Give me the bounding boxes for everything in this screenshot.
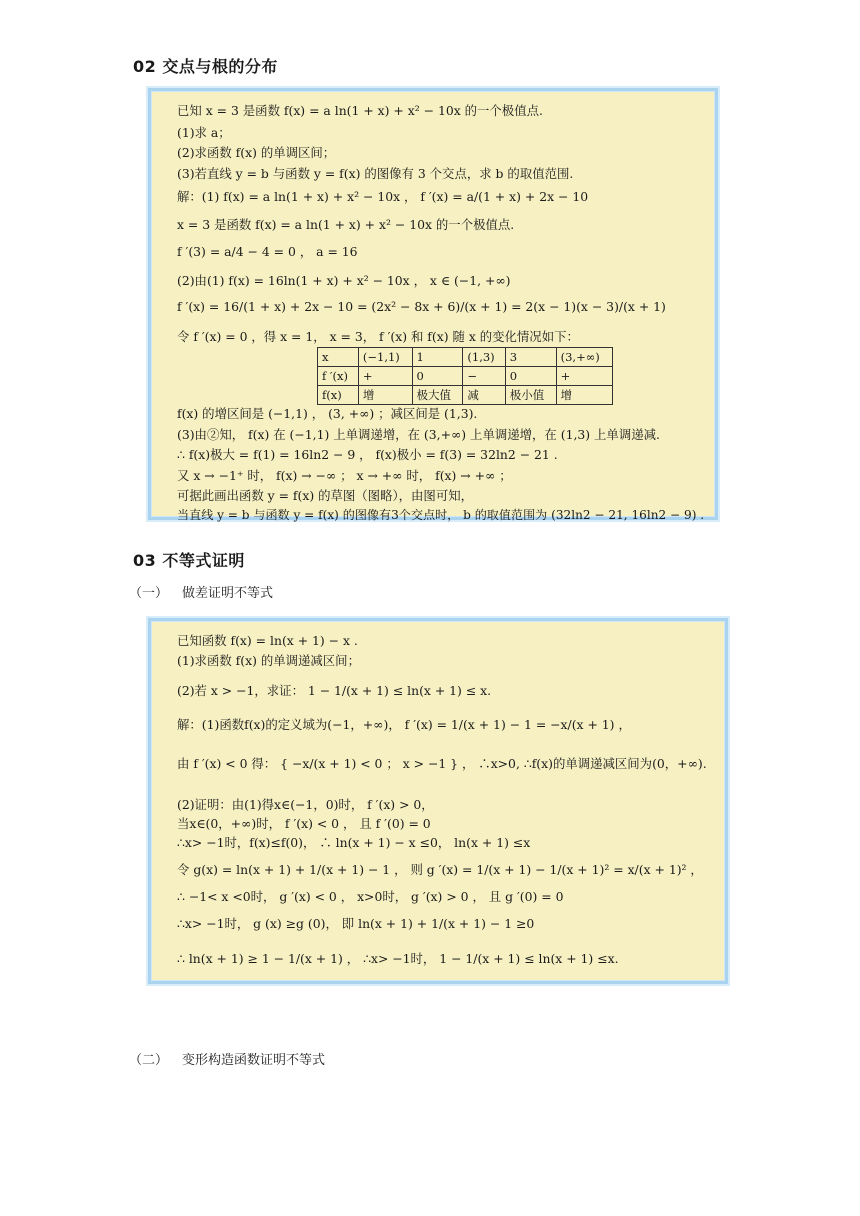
table-cell: 3: [505, 348, 556, 367]
question-1: (1)求 a；: [177, 125, 231, 140]
solution-line: 当x∈(0，+∞)时， f ′(x) < 0 ， 且 f ′(0) = 0: [177, 816, 431, 831]
table-cell: +: [556, 367, 612, 386]
solution-line: ∴ −1< x <0时， g ′(x) < 0 ， x>0时， g ′(x) > 0 ， 且 g ′(0) = 0: [177, 889, 564, 904]
table-cell: f(x): [318, 386, 359, 405]
solution-line: (2)由(1) f(x) = 16ln(1 + x) + x² − 10x ， x ∈ (−1, +∞): [177, 273, 511, 288]
solution-line: 当直线 y = b 与函数 y = f(x) 的图像有3个交点时， b 的取值范围为 (32ln2 − 21, 16ln2 − 9) .: [177, 508, 705, 522]
table-cell: (1,3): [463, 348, 505, 367]
table-cell: (3,+∞): [556, 348, 612, 367]
solution-line: ∴x> −1时， g (x) ≥g (0)， 即 ln(x + 1) + 1/(x + 1) − 1 ≥0: [177, 916, 535, 931]
solution-line: f ′(x) = 16/(1 + x) + 2x − 10 = (2x² − 8x + 6)/(x + 1) = 2(x − 1)(x − 3)/(x + 1): [177, 299, 666, 314]
solution-line: (2)证明：由(1)得x∈(−1，0)时， f ′(x) > 0，: [177, 797, 434, 812]
table-row: [318, 348, 613, 367]
table-cell: +: [358, 367, 412, 386]
table-row: [318, 367, 613, 386]
solution-line: 可据此画出函数 y = f(x) 的草图（图略），由图可知，: [177, 488, 473, 503]
problem-statement: 已知函数 f(x) = ln(x + 1) − x .: [177, 633, 358, 648]
solution-line: 由 f ′(x) < 0 得： { −x/(x + 1) < 0 ； x > −1 } ， ∴x>0, ∴f(x)的单调递减区间为(0，+∞).: [177, 756, 707, 771]
table-cell: 极小值: [505, 386, 556, 405]
variation-table: [317, 347, 613, 405]
solution-line: f ′(3) = a/4 − 4 = 0 ， a = 16: [177, 244, 358, 259]
solution-line: 又 x → −1⁺ 时， f(x) → −∞ ； x → +∞ 时， f(x) → +∞ ；: [177, 468, 512, 483]
table-cell: 增: [556, 386, 612, 405]
subheading-number: （一）: [129, 586, 169, 601]
solution-line: f(x) 的增区间是 (−1,1) ， (3, +∞) ；减区间是 (1,3).: [177, 406, 478, 421]
question-2: (2)求函数 f(x) 的单调区间；: [177, 145, 336, 160]
problem-card-1: [148, 88, 718, 520]
question-3: (3)若直线 y = b 与函数 y = f(x) 的图像有 3 个交点，求 b 的取值范围.: [177, 166, 574, 181]
table-cell: 增: [358, 386, 412, 405]
subheading-number: （二）: [129, 1053, 169, 1068]
problem-statement: 已知 x = 3 是函数 f(x) = a ln(1 + x) + x² − 10x 的一个极值点.: [177, 103, 543, 118]
subheading-difference-method: [129, 582, 273, 601]
section-heading-inequality: 03 不等式证明: [133, 551, 245, 570]
table-row: [318, 386, 613, 405]
problem-card-2: [148, 618, 728, 984]
subheading-text: 变形构造函数证明不等式: [182, 1053, 326, 1068]
solution-line: 解：(1)函数f(x)的定义域为(−1，+∞)， f ′(x) = 1/(x + 1) − 1 = −x/(x + 1) ，: [177, 717, 631, 732]
table-cell: (−1,1): [358, 348, 412, 367]
solution-line: x = 3 是函数 f(x) = a ln(1 + x) + x² − 10x 的一个极值点.: [177, 217, 515, 232]
table-cell: 0: [505, 367, 556, 386]
solution-line: 解：(1) f(x) = a ln(1 + x) + x² − 10x ， f ′(x) = a/(1 + x) + 2x − 10: [177, 189, 589, 204]
table-cell: 1: [412, 348, 463, 367]
solution-line: ∴x> −1时，f(x)≤f(0)， ∴ ln(x + 1) − x ≤0， ln(x + 1) ≤x: [177, 835, 531, 850]
solution-line: 令 f ′(x) = 0 ，得 x = 1， x = 3， f ′(x) 和 f(x) 随 x 的变化情况如下：: [177, 329, 579, 344]
table-cell: x: [318, 348, 359, 367]
solution-line: ∴ f(x)极大 = f(1) = 16ln2 − 9 ， f(x)极小 = f(3) = 32ln2 − 21 .: [177, 447, 558, 462]
subheading-construct-function: [129, 1049, 325, 1068]
table-cell: −: [463, 367, 505, 386]
table-cell: 减: [463, 386, 505, 405]
table-cell: 0: [412, 367, 463, 386]
section-heading-intersections: 02 交点与根的分布: [133, 57, 278, 76]
subheading-text: 做差证明不等式: [182, 586, 274, 601]
question-2: (2)若 x > −1，求证： 1 − 1/(x + 1) ≤ ln(x + 1) ≤ x.: [177, 683, 492, 698]
solution-line: ∴ ln(x + 1) ≥ 1 − 1/(x + 1) ， ∴x> −1时， 1 − 1/(x + 1) ≤ ln(x + 1) ≤x.: [177, 951, 619, 966]
solution-line: 令 g(x) = ln(x + 1) + 1/(x + 1) − 1 ， 则 g ′(x) = 1/(x + 1) − 1/(x + 1)² = x/(x + 1)² ，: [177, 862, 703, 877]
solution-line: (3)由②知， f(x) 在 (−1,1) 上单调递增，在 (3,+∞) 上单调递增，在 (1,3) 上单调递减.: [177, 427, 660, 442]
table-cell: 极大值: [412, 386, 463, 405]
table-cell: f ′(x): [318, 367, 359, 386]
question-1: (1)求函数 f(x) 的单调递减区间；: [177, 653, 360, 668]
